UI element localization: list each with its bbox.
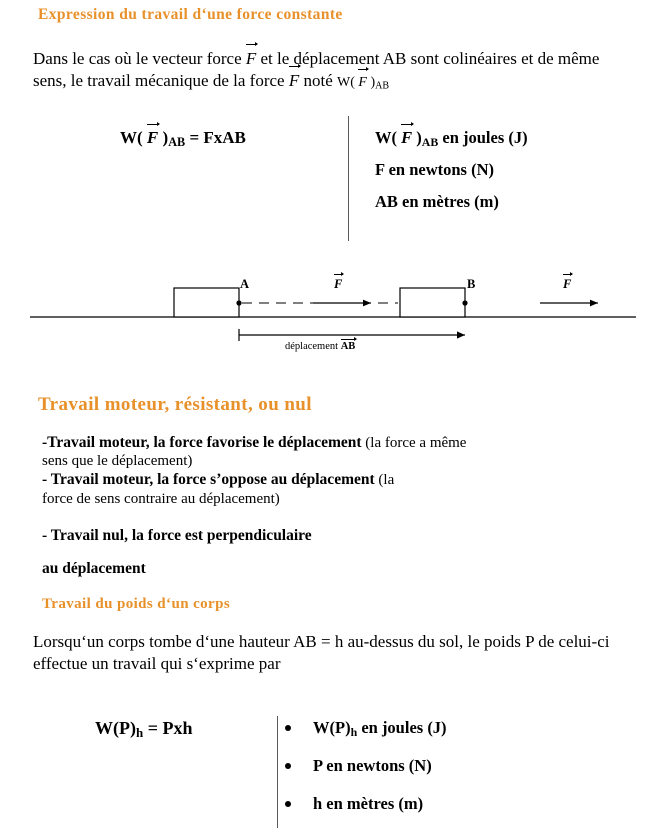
inline-work-formula [337, 75, 389, 90]
bullet-dot-icon [285, 763, 291, 769]
intro-paragraph [33, 48, 633, 98]
vector-f-inline-1: F [245, 49, 257, 68]
list-item [42, 560, 642, 578]
vector-f-inline-2: F [288, 71, 300, 90]
legend-item-weight-force-unit [313, 756, 432, 776]
intro-text-part3: noté [299, 71, 337, 90]
list-item [42, 471, 642, 489]
weight-work-paragraph: Lorsqu‘un corps tombe d‘une hauteur AB = h au-dessus du sol, le poids P de celui-ci effectue un travail qui s‘exprime par [33, 632, 610, 673]
diagram-label-b: B [467, 277, 476, 291]
legend-mid: ) [412, 128, 422, 147]
legend-item-height-unit [313, 794, 423, 814]
list-item [42, 490, 642, 508]
section-heading-travail-moteur: Travail moteur, résistant, ou nul [38, 394, 312, 415]
formula-block-work-force [120, 124, 590, 224]
legend-item-distance-unit: AB en mètres (m) [375, 192, 499, 211]
list-item-bold: - Travail moteur, la force s’oppose au déplacement [42, 471, 375, 488]
legend-weight-text: h en mètres (m) [313, 794, 424, 813]
inline-formula-suffix: ) [366, 75, 376, 90]
legend-weight-rest: en joules (J) [357, 718, 447, 737]
list-item-regular: sens que le déplacement) [42, 453, 193, 469]
legend-prefix: W( [375, 128, 402, 147]
list-item [42, 452, 642, 470]
legend-item-weight-work-unit [313, 718, 447, 740]
legend-subscript: AB [421, 134, 439, 149]
section-heading-expression-travail: Expression du travail d‘une force constante [38, 6, 343, 23]
section-heading-travail-poids: Travail du poids d‘un corps [42, 596, 231, 612]
list-item-bold: -Travail moteur, la force favorise le déplacement [42, 434, 362, 451]
formula-prefix: W( [120, 128, 147, 147]
diagram-displacement-caption [285, 341, 355, 352]
list-item-regular: force de sens contraire au déplacement) [42, 491, 280, 507]
formula-work-weight [95, 718, 192, 741]
formula-subscript: AB [168, 135, 186, 150]
list-item-bold: - Travail nul, la force est perpendiculaire [42, 527, 312, 544]
force-displacement-diagram [30, 255, 636, 365]
formula-weight-subscript: h [135, 725, 144, 741]
legend-vector-f: F [401, 128, 413, 147]
list-item [42, 527, 642, 545]
diagram-force-right-vector: F [563, 277, 572, 291]
diagram-force-right-label [563, 277, 571, 292]
inline-formula-prefix: W( [337, 75, 359, 90]
diagram-label-a: A [240, 277, 250, 291]
intro-text-part2: et le déplacement AB sont colinéaires et de même sens, le travail mécanique de la force [33, 49, 600, 90]
formula-weight-main: W(P) [95, 718, 136, 738]
diagram-caption-text: déplacement [285, 341, 341, 352]
legend-text: en joules (J) [438, 128, 528, 147]
bullet-dot-icon [285, 725, 291, 731]
legend-weight-text: W(P) [313, 718, 351, 737]
list-item-regular: (la [374, 472, 395, 488]
formula-block-work-weight [95, 718, 615, 828]
legend-weight-subscript: h [350, 724, 358, 739]
inline-formula-subscript: AB [375, 80, 390, 92]
legend-item-force-unit: F en newtons (N) [375, 160, 495, 179]
vertical-divider-1 [348, 116, 349, 241]
legend-item-work-unit [375, 128, 528, 150]
legend-weight-text: P en newtons (N) [313, 756, 432, 775]
intro-text-part1: Dans le cas où le vecteur force [33, 49, 246, 68]
vertical-divider-2 [277, 716, 278, 828]
bullet-dot-icon [285, 801, 291, 807]
list-item [42, 434, 642, 452]
inline-formula-vector-f: F [358, 72, 367, 94]
list-item-regular: (la force a même [361, 435, 467, 451]
list-item-bold: au déplacement [42, 560, 146, 577]
formula-weight-rhs: = Pxh [143, 718, 193, 738]
formula-rhs: = FxAB [185, 128, 246, 147]
formula-mid: ) [158, 128, 169, 147]
diagram-caption-vector-ab: AB [340, 341, 356, 352]
diagram-force-left-vector: F [334, 277, 343, 291]
formula-work-force [120, 128, 246, 150]
formula-vector-f: F [146, 128, 159, 147]
diagram-force-left-label [334, 277, 342, 292]
